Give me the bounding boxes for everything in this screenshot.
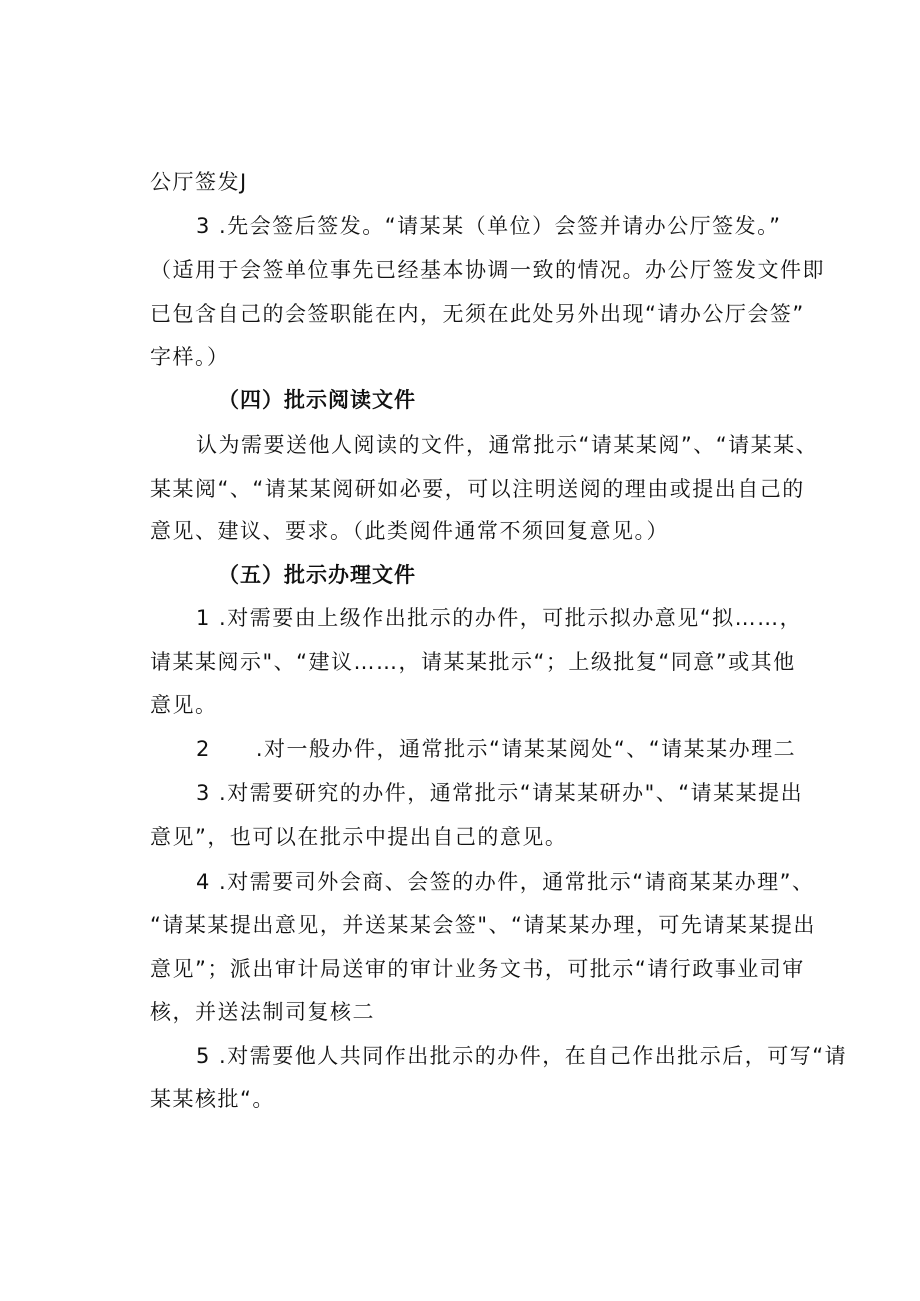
text-line-11: 1 .对需要由上级作出批示的办件，可批示拟办意见“拟……， [196, 606, 803, 630]
text-line-7: 认为需要送他人阅读的文件，通常批示“请某某阅”、“请某某、 [196, 433, 819, 457]
text-line-18: “请某某提出意见，并送某某会签"、“请某某办理，可先请某某提出 [150, 913, 816, 937]
text-line-4: 已包含自己的会签职能在内，无须在此处另外出现“请办公厅会签” [150, 302, 805, 326]
text-line-19: 意见”；派出审计局送审的审计业务文书，可批示“请行政事业司审 [150, 957, 805, 981]
text-line-20: 核，并送法制司复核二 [150, 1000, 375, 1024]
text-line-8: 某某阅“、“请某某阅研如必要，可以注明送阅的理由或提出自己的 [150, 477, 805, 501]
text-line-21: 5 .对需要他人共同作出批示的办件，在自己作出批示后，可写“请 [196, 1044, 848, 1068]
text-line-2: 3 .先会签后签发。“请某某（单位）会签并请办公厅签发。” [196, 214, 782, 238]
text-line-3: （适用于会签单位事先已经基本协调一致的情况。办公厅签发文件即 [150, 258, 825, 282]
text-line-5: 字样。） [150, 345, 230, 369]
text-line-22: 某某核批“。 [150, 1087, 275, 1111]
text-line-16: 意见”，也可以在批示中提出自己的意见。 [150, 825, 568, 849]
text-line-15: 3 .对需要研究的办件，通常批示“请某某研办"、“请某某提出 [196, 781, 804, 805]
section-heading-4: （四）批示阅读文件 [218, 388, 416, 412]
text-line-17: 4 .对需要司外会商、会签的办件，通常批示“请商某某办理”、 [196, 870, 815, 894]
text-line-1: 公厅签发J [150, 170, 248, 194]
section-heading-5: （五）批示办理文件 [218, 563, 416, 587]
text-line-14: 2 .对一般办件，通常批示“请某某阅处“、“请某某办理二 [196, 737, 797, 761]
text-line-13: 意见。 [150, 693, 218, 717]
text-line-12: 请某某阅示"、“建议……，请某某批示“；上级批复“同意”或其他 [150, 650, 796, 674]
text-line-9: 意见、建议、要求。（此类阅件通常不须回复意见。） [150, 519, 669, 543]
